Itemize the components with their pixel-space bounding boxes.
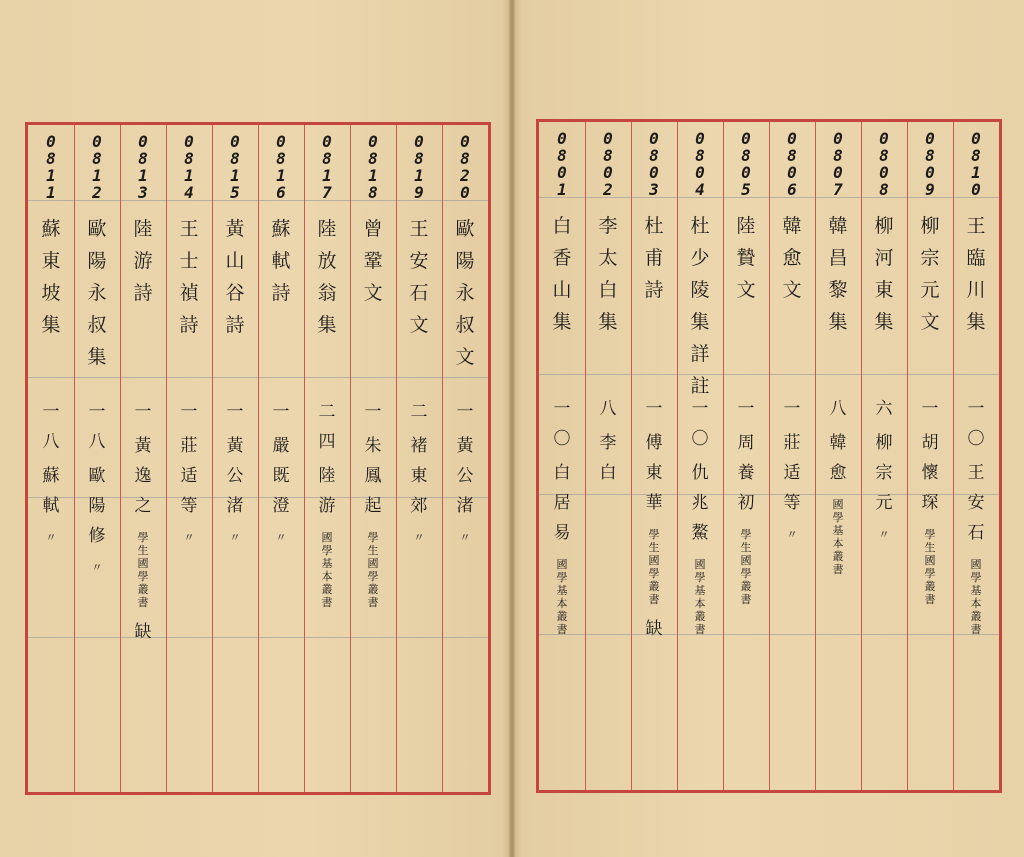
entry-author: 褚 東 郊	[410, 436, 428, 516]
entry-number: 0 8 0 7	[833, 129, 843, 199]
entry-title: 陸 放 翁 集	[317, 218, 337, 336]
entry-title: 李 太 白 集	[598, 215, 618, 333]
entry-author: 蘇 軾	[42, 466, 60, 516]
entry-title: 黃 山 谷 詩	[225, 218, 245, 336]
entry-volumes: 一	[364, 402, 382, 422]
entry-series: 國 學 基 本 叢 書	[832, 498, 844, 576]
entry-volumes: 一 八	[88, 402, 106, 452]
entry-title: 蘇 軾 詩	[271, 218, 291, 304]
entry-series: 〃	[91, 561, 103, 574]
catalog-entry-column	[585, 122, 631, 790]
entry-series: 國 學 基 本 叢 書	[556, 558, 568, 636]
entry-title: 曾 鞏 文	[363, 218, 383, 304]
catalog-entry-column	[953, 122, 999, 790]
entry-author: 陸 游	[318, 466, 336, 516]
entry-title: 杜 少 陵 集 詳 註	[690, 215, 710, 397]
entry-author: 莊 适 等	[180, 436, 198, 516]
entry-volumes: 一	[134, 402, 152, 422]
entry-author: 黃 公 渚	[456, 436, 474, 516]
entry-series: 〃	[45, 531, 57, 544]
entry-author: 傅 東 華	[645, 433, 663, 513]
catalog-entry-column	[28, 125, 74, 792]
entry-series: 〃	[275, 531, 287, 544]
entry-title: 柳 河 東 集	[874, 215, 894, 333]
entry-title: 王 臨 川 集	[966, 215, 986, 333]
entry-title: 王 安 石 文	[409, 218, 429, 336]
entry-note: 缺	[134, 622, 152, 642]
entry-note: 缺	[645, 619, 663, 639]
entry-author: 柳 宗 元	[875, 433, 893, 513]
entry-title: 杜 甫 詩	[644, 215, 664, 301]
catalog-entry-column	[258, 125, 304, 792]
entry-volumes: 八	[829, 399, 847, 419]
entry-title: 陸 游 詩	[133, 218, 153, 304]
entry-volumes: 一 〇	[691, 399, 709, 449]
catalog-entry-column	[166, 125, 212, 792]
entry-author: 李 白	[599, 433, 617, 483]
entry-series: 〃	[229, 531, 241, 544]
entry-number: 0 8 0 6	[787, 129, 797, 199]
entry-series: 國 學 基 本 叢 書	[970, 558, 982, 636]
entry-author: 朱 鳳 起	[364, 436, 382, 516]
entry-number: 0 8 2 0	[460, 132, 470, 202]
entry-author: 韓 愈	[829, 433, 847, 483]
entry-series: 〃	[183, 531, 195, 544]
entry-author: 周 養 初	[737, 433, 755, 513]
entry-number: 0 8 1 7	[322, 132, 332, 202]
entry-author: 嚴 既 澄	[272, 436, 290, 516]
entry-volumes: 一	[737, 399, 755, 419]
catalog-entry-column	[304, 125, 350, 792]
entry-series: 〃	[878, 528, 890, 541]
left-page	[0, 0, 510, 857]
entry-title: 王 士 禎 詩	[179, 218, 199, 336]
entry-number: 0 8 0 8	[879, 129, 889, 199]
entry-author: 仇 兆 鰲	[691, 463, 709, 543]
entry-title: 歐 陽 永 叔 文	[455, 218, 475, 368]
entry-title: 陸 贄 文	[736, 215, 756, 301]
entry-volumes: 六	[875, 399, 893, 419]
entry-number: 0 8 1 5	[230, 132, 240, 202]
catalog-entry-column	[350, 125, 396, 792]
entry-number: 0 8 0 1	[557, 129, 567, 199]
entry-volumes: 一	[226, 402, 244, 422]
entry-title: 韓 昌 黎 集	[828, 215, 848, 333]
entry-volumes: 一	[645, 399, 663, 419]
right-page-frame	[536, 119, 1002, 793]
entry-series: 學 生 國 學 叢 書	[924, 528, 936, 606]
entry-author: 歐 陽 修	[88, 466, 106, 546]
entry-number: 0 8 1 1	[46, 132, 56, 202]
entry-volumes: 二 四	[318, 402, 336, 452]
entry-number: 0 8 0 2	[603, 129, 613, 199]
entry-title: 蘇 東 坡 集	[41, 218, 61, 336]
entry-series: 學 生 國 學 叢 書	[137, 531, 149, 609]
entry-volumes: 二	[410, 402, 428, 422]
entry-number: 0 8 1 9	[414, 132, 424, 202]
catalog-entry-column	[74, 125, 120, 792]
entry-number: 0 8 1 0	[971, 129, 981, 199]
entry-number: 0 8 1 8	[368, 132, 378, 202]
entry-number: 0 8 1 6	[276, 132, 286, 202]
catalog-entry-column	[120, 125, 166, 792]
catalog-entry-column	[861, 122, 907, 790]
entry-series: 〃	[786, 528, 798, 541]
entry-number: 0 8 1 2	[92, 132, 102, 202]
catalog-entry-column	[815, 122, 861, 790]
entry-author: 王 安 石	[967, 463, 985, 543]
entry-volumes: 一 八	[42, 402, 60, 452]
right-page	[514, 0, 1024, 857]
entry-series: 學 生 國 學 叢 書	[740, 528, 752, 606]
entry-volumes: 一	[456, 402, 474, 422]
entry-series: 〃	[459, 531, 471, 544]
catalog-entry-column	[677, 122, 723, 790]
entry-volumes: 一 〇	[967, 399, 985, 449]
entry-author: 黃 公 渚	[226, 436, 244, 516]
entry-number: 0 8 1 4	[184, 132, 194, 202]
left-page-frame	[25, 122, 491, 795]
entry-author: 胡 懷 琛	[921, 433, 939, 513]
entry-volumes: 一	[180, 402, 198, 422]
catalog-entry-column	[396, 125, 442, 792]
entry-volumes: 一	[783, 399, 801, 419]
entry-number: 0 8 0 4	[695, 129, 705, 199]
entry-volumes: 一	[272, 402, 290, 422]
entry-title: 白 香 山 集	[552, 215, 572, 333]
catalog-entry-column	[723, 122, 769, 790]
entry-title: 韓 愈 文	[782, 215, 802, 301]
entry-series: 學 生 國 學 叢 書	[367, 531, 379, 609]
catalog-entry-column	[212, 125, 258, 792]
entry-number: 0 8 0 9	[925, 129, 935, 199]
entry-series: 國 學 基 本 叢 書	[694, 558, 706, 636]
entry-author: 莊 适 等	[783, 433, 801, 513]
catalog-entry-column	[442, 125, 488, 792]
entry-volumes: 一	[921, 399, 939, 419]
catalog-entry-column	[631, 122, 677, 790]
catalog-entry-column	[539, 122, 585, 790]
catalog-entry-column	[907, 122, 953, 790]
entry-number: 0 8 0 5	[741, 129, 751, 199]
entry-author: 黃 逸 之	[134, 436, 152, 516]
entry-volumes: 一 〇	[553, 399, 571, 449]
entry-series: 〃	[413, 531, 425, 544]
entry-number: 0 8 1 3	[138, 132, 148, 202]
entry-volumes: 八	[599, 399, 617, 419]
catalog-entry-column	[769, 122, 815, 790]
entry-title: 柳 宗 元 文	[920, 215, 940, 333]
entry-title: 歐 陽 永 叔 集	[87, 218, 107, 368]
entry-author: 白 居 易	[553, 463, 571, 543]
entry-series: 國 學 基 本 叢 書	[321, 531, 333, 609]
entry-series: 學 生 國 學 叢 書	[648, 528, 660, 606]
entry-number: 0 8 0 3	[649, 129, 659, 199]
